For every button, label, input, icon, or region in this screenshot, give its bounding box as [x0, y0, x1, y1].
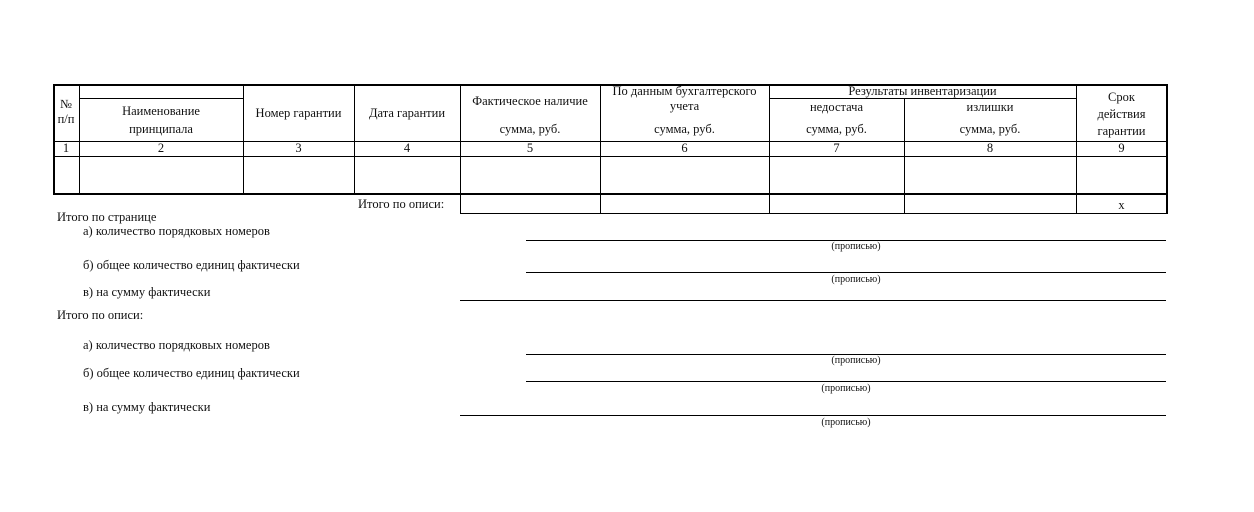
- inventory-totals-item-count: а) количество порядковых номеров: [83, 338, 270, 352]
- page-totals-count-hint: (прописью): [831, 241, 881, 252]
- column-number: 6: [681, 141, 688, 155]
- column-number: 1: [62, 141, 70, 155]
- header-surplus-sub: сумма, руб.: [959, 122, 1021, 136]
- table-cell-empty[interactable]: [54, 157, 79, 193]
- column-number: 9: [1118, 141, 1125, 155]
- inventory-totals-units-hint: (прописью): [821, 383, 871, 394]
- table-cell-empty[interactable]: [601, 157, 769, 193]
- header-shortage: недостача: [809, 100, 864, 114]
- column-number: 4: [403, 141, 411, 155]
- header-results: Результаты инвентаризации: [848, 84, 997, 98]
- inventory-totals-item-sum: в) на сумму фактически: [83, 400, 211, 414]
- table-cell-empty[interactable]: [905, 157, 1076, 193]
- column-number: 3: [295, 141, 302, 155]
- table-cell-empty[interactable]: [770, 157, 904, 193]
- total-row-label: Итого по описи:: [358, 197, 445, 211]
- page-totals-item-sum: в) на сумму фактически: [83, 285, 211, 299]
- column-number: 5: [526, 141, 534, 155]
- total-surplus-cell[interactable]: [905, 195, 1076, 213]
- header-term: Срок действия гарантии: [1097, 90, 1146, 138]
- header-actual-sub: сумма, руб.: [499, 122, 561, 136]
- header-accounting: По данным бухгалтерского учета: [612, 84, 757, 113]
- inventory-totals-sum-hint: (прописью): [821, 417, 871, 428]
- column-number: 7: [833, 141, 840, 155]
- page-totals-item-units: б) общее количество единиц фактически: [83, 258, 300, 272]
- column-number: 8: [986, 141, 994, 155]
- total-row-line: [460, 213, 1167, 214]
- total-actual-cell[interactable]: [461, 195, 600, 213]
- page-totals-title: Итого по странице: [57, 210, 157, 224]
- total-term-cell: x: [1118, 198, 1125, 212]
- page-totals-item-count: а) количество порядковых номеров: [83, 224, 270, 238]
- inventory-totals-sum-line[interactable]: [460, 415, 1166, 416]
- column-number: 2: [157, 141, 165, 155]
- header-actual: Фактическое наличие: [472, 94, 588, 108]
- inventory-totals-count-hint: (прописью): [831, 355, 881, 366]
- table-cell-empty[interactable]: [1077, 157, 1166, 193]
- page-totals-units-line[interactable]: [526, 272, 1166, 273]
- inventory-totals-title: Итого по описи:: [57, 308, 144, 322]
- header-guarantee-date: Дата гарантии: [368, 106, 446, 120]
- header-num: № п/п: [57, 97, 75, 126]
- table-cell-empty[interactable]: [461, 157, 600, 193]
- page-totals-units-hint: (прописью): [831, 274, 881, 285]
- header-accounting-sub: сумма, руб.: [654, 122, 715, 136]
- header-principal: Наименование принципала: [122, 104, 200, 136]
- table-cell-empty[interactable]: [355, 157, 460, 193]
- table-cell-empty[interactable]: [244, 157, 354, 193]
- page-totals-sum-line[interactable]: [460, 300, 1166, 301]
- header-line: [79, 98, 243, 99]
- inventory-totals-units-line[interactable]: [526, 381, 1166, 382]
- total-shortage-cell[interactable]: [770, 195, 904, 213]
- total-accounting-cell[interactable]: [601, 195, 769, 213]
- inventory-totals-item-units: б) общее количество единиц фактически: [83, 366, 300, 380]
- table-cell-empty[interactable]: [80, 157, 243, 193]
- header-surplus: излишки: [966, 100, 1014, 114]
- header-guarantee-number: Номер гарантии: [255, 106, 342, 120]
- header-shortage-sub: сумма, руб.: [806, 122, 867, 136]
